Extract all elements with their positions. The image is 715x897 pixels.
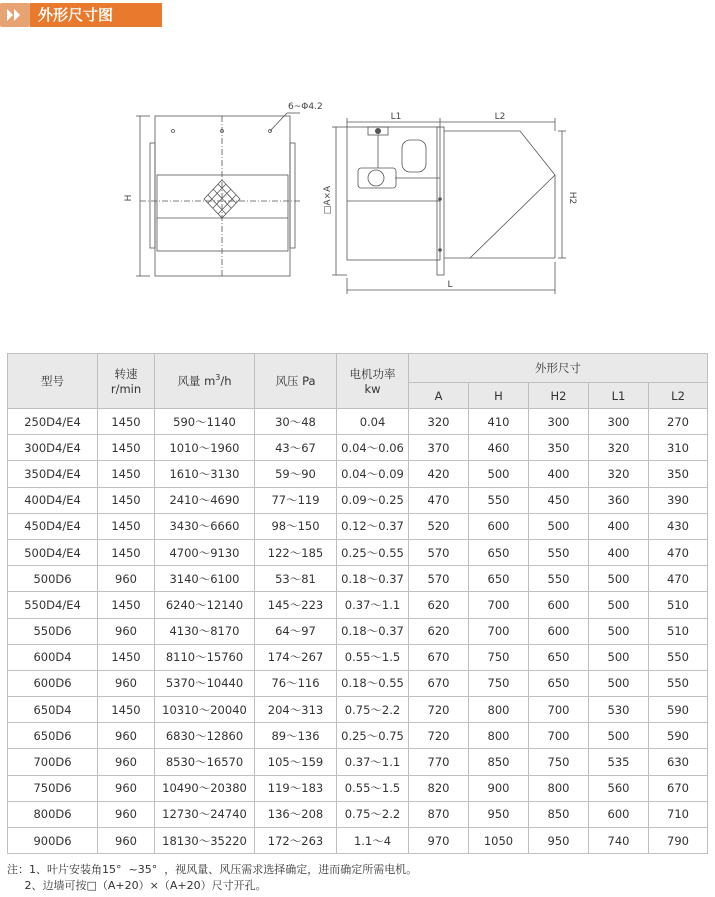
table-cell: 530 (589, 697, 649, 723)
table-cell: 420 (409, 461, 469, 487)
table-cell: 410 (469, 409, 529, 435)
l-label: L (447, 280, 453, 290)
table-cell: 89～136 (255, 723, 337, 749)
notes (7, 862, 417, 894)
table-cell: 0.04 (337, 409, 409, 435)
table-cell: 600 (529, 618, 589, 644)
table-row (8, 618, 708, 644)
table-cell: 98～150 (255, 513, 337, 539)
table-cell: 870 (409, 801, 469, 827)
table-cell: 18130～35220 (155, 828, 255, 854)
table-cell: 650 (469, 566, 529, 592)
table-cell: 550 (469, 487, 529, 513)
table-cell: 2410～4690 (155, 487, 255, 513)
table-cell: 960 (98, 749, 155, 775)
table-cell: 950 (469, 801, 529, 827)
table-cell: 250D4/E4 (8, 409, 98, 435)
table-cell: 550 (529, 539, 589, 565)
table-row (8, 670, 708, 696)
table-cell: 570 (409, 539, 469, 565)
table-cell: 500 (589, 618, 649, 644)
table-cell: 300D4/E4 (8, 435, 98, 461)
table-cell: 1450 (98, 487, 155, 513)
table-cell: 850 (529, 801, 589, 827)
table-row (8, 749, 708, 775)
table-cell: 700 (469, 592, 529, 618)
table-cell: 500D4/E4 (8, 539, 98, 565)
table-cell: 270 (649, 409, 708, 435)
table-cell: 1.1～4 (337, 828, 409, 854)
table-cell: 960 (98, 566, 155, 592)
table-cell: 600D6 (8, 670, 98, 696)
table-cell: 590 (649, 723, 708, 749)
table-cell: 6240～12140 (155, 592, 255, 618)
table-cell: 350 (649, 461, 708, 487)
table-cell: 800 (469, 697, 529, 723)
table-cell: 450D4/E4 (8, 513, 98, 539)
table-cell: 59～90 (255, 461, 337, 487)
table-cell: 76～116 (255, 670, 337, 696)
table-cell: 430 (649, 513, 708, 539)
table-cell: 550D4/E4 (8, 592, 98, 618)
table-cell: 850 (469, 749, 529, 775)
table-cell: 650 (529, 644, 589, 670)
table-cell: 800 (529, 775, 589, 801)
table-row (8, 775, 708, 801)
table-cell: 500 (469, 461, 529, 487)
table-cell: 390 (649, 487, 708, 513)
table-cell: 1450 (98, 435, 155, 461)
table-cell: 0.18～0.37 (337, 618, 409, 644)
header-speed: 转速 r/min (98, 354, 155, 409)
table-cell: 560 (589, 775, 649, 801)
table-cell: 500 (589, 723, 649, 749)
table-cell: 136～208 (255, 801, 337, 827)
table-cell: 0.25～0.75 (337, 723, 409, 749)
table-row (8, 828, 708, 854)
table-cell: 0.37～1.1 (337, 592, 409, 618)
table-row (8, 723, 708, 749)
table-row (8, 644, 708, 670)
table-cell: 400D4/E4 (8, 487, 98, 513)
table-cell: 400 (589, 513, 649, 539)
table-cell: 0.55～1.5 (337, 644, 409, 670)
l1-label: L1 (390, 112, 402, 122)
table-cell: 5370～10440 (155, 670, 255, 696)
table-cell: 900D6 (8, 828, 98, 854)
table-cell: 0.04～0.06 (337, 435, 409, 461)
table-cell: 1450 (98, 697, 155, 723)
table-cell: 320 (409, 409, 469, 435)
table-cell: 0.18～0.55 (337, 670, 409, 696)
table-cell: 700 (529, 723, 589, 749)
table-row (8, 409, 708, 435)
table-cell: 600 (529, 592, 589, 618)
table-cell: 750D6 (8, 775, 98, 801)
table-cell: 43～67 (255, 435, 337, 461)
table-cell: 960 (98, 801, 155, 827)
table-cell: 500 (589, 644, 649, 670)
table-cell: 510 (649, 618, 708, 644)
table-cell: 500 (589, 566, 649, 592)
table-cell: 770 (409, 749, 469, 775)
table-cell: 500 (589, 592, 649, 618)
table-cell: 550 (529, 566, 589, 592)
table-cell: 790 (649, 828, 708, 854)
table-row (8, 487, 708, 513)
table-cell: 535 (589, 749, 649, 775)
table-cell: 320 (589, 461, 649, 487)
table-cell: 620 (409, 592, 469, 618)
table-cell: 53～81 (255, 566, 337, 592)
table-cell: 590 (649, 697, 708, 723)
header-h2: H2 (529, 383, 589, 409)
note-1: 注：1、叶片安装角15° ~35° ，视风量、风压需求选择确定，进而确定所需电机。 (7, 863, 418, 876)
table-cell: 3430～6660 (155, 513, 255, 539)
table-cell: 1610～3130 (155, 461, 255, 487)
table-cell: 145～223 (255, 592, 337, 618)
table-cell: 310 (649, 435, 708, 461)
section-header (0, 3, 162, 27)
table-cell: 370 (409, 435, 469, 461)
table-cell: 172～263 (255, 828, 337, 854)
double-chevron-right-icon (0, 3, 30, 27)
table-cell: 620 (409, 618, 469, 644)
table-cell: 0.55～1.5 (337, 775, 409, 801)
table-cell: 720 (409, 723, 469, 749)
table-cell: 960 (98, 828, 155, 854)
table-cell: 800D6 (8, 801, 98, 827)
table-cell: 8110～15760 (155, 644, 255, 670)
front-view-frame (155, 116, 290, 276)
table-row (8, 697, 708, 723)
table-cell: 0.37～1.1 (337, 749, 409, 775)
table-cell: 1050 (469, 828, 529, 854)
table-cell: 900 (469, 775, 529, 801)
table-cell: 670 (409, 670, 469, 696)
table-cell: 650 (469, 539, 529, 565)
table-row (8, 461, 708, 487)
table-row (8, 592, 708, 618)
table-cell: 360 (589, 487, 649, 513)
header-power: 电机功率 kw (337, 354, 409, 409)
table-cell: 10490～20380 (155, 775, 255, 801)
table-cell: 650D4 (8, 697, 98, 723)
table-cell: 1010～1960 (155, 435, 255, 461)
table-cell: 700D6 (8, 749, 98, 775)
header-l1: L1 (589, 383, 649, 409)
table-cell: 400 (589, 539, 649, 565)
table-cell: 650D6 (8, 723, 98, 749)
table-cell: 119～183 (255, 775, 337, 801)
table-row (8, 566, 708, 592)
table-cell: 550 (649, 670, 708, 696)
table-cell: 1450 (98, 513, 155, 539)
table-cell: 450 (529, 487, 589, 513)
table-cell: 750 (529, 749, 589, 775)
table-cell: 64～97 (255, 618, 337, 644)
table-cell: 740 (589, 828, 649, 854)
l2-label: L2 (494, 112, 506, 122)
table-cell: 350 (529, 435, 589, 461)
spec-table (7, 353, 708, 854)
header-a: A (409, 383, 469, 409)
table-cell: 510 (649, 592, 708, 618)
table-cell: 30～48 (255, 409, 337, 435)
table-cell: 4700～9130 (155, 539, 255, 565)
table-cell: 470 (409, 487, 469, 513)
table-cell: 4130～8170 (155, 618, 255, 644)
table-cell: 520 (409, 513, 469, 539)
dimension-drawing (0, 95, 715, 305)
table-cell: 3140～6100 (155, 566, 255, 592)
table-cell: 500D6 (8, 566, 98, 592)
table-cell: 950 (529, 828, 589, 854)
table-cell: 550 (649, 644, 708, 670)
table-cell: 960 (98, 723, 155, 749)
table-row (8, 513, 708, 539)
table-cell: 600 (469, 513, 529, 539)
table-cell: 1450 (98, 409, 155, 435)
h2-label: H2 (567, 191, 577, 205)
table-cell: 700 (469, 618, 529, 644)
table-cell: 650 (529, 670, 589, 696)
table-cell: 670 (409, 644, 469, 670)
table-cell: 0.25～0.55 (337, 539, 409, 565)
table-cell: 0.18～0.37 (337, 566, 409, 592)
table-cell: 320 (589, 435, 649, 461)
header-dimensions: 外形尺寸 (409, 354, 708, 383)
table-cell: 0.75～2.2 (337, 697, 409, 723)
table-cell: 174～267 (255, 644, 337, 670)
table-cell: 460 (469, 435, 529, 461)
table-cell: 350D4/E4 (8, 461, 98, 487)
table-cell: 700 (529, 697, 589, 723)
table-cell: 600 (589, 801, 649, 827)
table-cell: 122～185 (255, 539, 337, 565)
table-cell: 750 (469, 670, 529, 696)
table-cell: 0.12～0.37 (337, 513, 409, 539)
table-row (8, 539, 708, 565)
hole-label: 6~Φ4.2 (288, 102, 323, 112)
header-pressure: 风压 Pa (255, 354, 337, 409)
table-cell: 6830～12860 (155, 723, 255, 749)
table-cell: 670 (649, 775, 708, 801)
table-cell: 400 (529, 461, 589, 487)
header-model: 型号 (8, 354, 98, 409)
table-cell: 10310～20040 (155, 697, 255, 723)
a-label: □A×A (323, 185, 333, 215)
table-cell: 720 (409, 697, 469, 723)
table-cell: 570 (409, 566, 469, 592)
table-cell: 800 (469, 723, 529, 749)
table-cell: 470 (649, 566, 708, 592)
table-cell: 500 (529, 513, 589, 539)
table-cell: 0.75～2.2 (337, 801, 409, 827)
table-cell: 0.09～0.25 (337, 487, 409, 513)
table-cell: 300 (529, 409, 589, 435)
table-cell: 500 (589, 670, 649, 696)
table-cell: 1450 (98, 539, 155, 565)
table-cell: 12730～24740 (155, 801, 255, 827)
table-cell: 204～313 (255, 697, 337, 723)
table-cell: 105～159 (255, 749, 337, 775)
header-airflow: 风量 $m^3/h$ (155, 354, 255, 409)
table-cell: 820 (409, 775, 469, 801)
h-label: H (124, 194, 134, 202)
table-cell: 970 (409, 828, 469, 854)
header-h: H (469, 383, 529, 409)
table-cell: 550D6 (8, 618, 98, 644)
spec-table-body (8, 409, 708, 854)
header-l2: L2 (649, 383, 708, 409)
table-cell: 960 (98, 618, 155, 644)
table-cell: 750 (469, 644, 529, 670)
table-cell: 710 (649, 801, 708, 827)
table-cell: 77～119 (255, 487, 337, 513)
table-cell: 8530～16570 (155, 749, 255, 775)
table-cell: 470 (649, 539, 708, 565)
table-cell: 960 (98, 775, 155, 801)
table-cell: 1450 (98, 644, 155, 670)
table-cell: 1450 (98, 461, 155, 487)
table-row (8, 435, 708, 461)
table-cell: 630 (649, 749, 708, 775)
table-cell: 1450 (98, 592, 155, 618)
section-title: 外形尺寸图 (30, 3, 162, 27)
table-row (8, 801, 708, 827)
table-cell: 600D4 (8, 644, 98, 670)
table-cell: 590～1140 (155, 409, 255, 435)
table-cell: 300 (589, 409, 649, 435)
note-2: 2、边墙可按□（A+20）×（A+20）尺寸开孔。 (7, 879, 267, 892)
table-cell: 960 (98, 670, 155, 696)
table-cell: 0.04～0.09 (337, 461, 409, 487)
